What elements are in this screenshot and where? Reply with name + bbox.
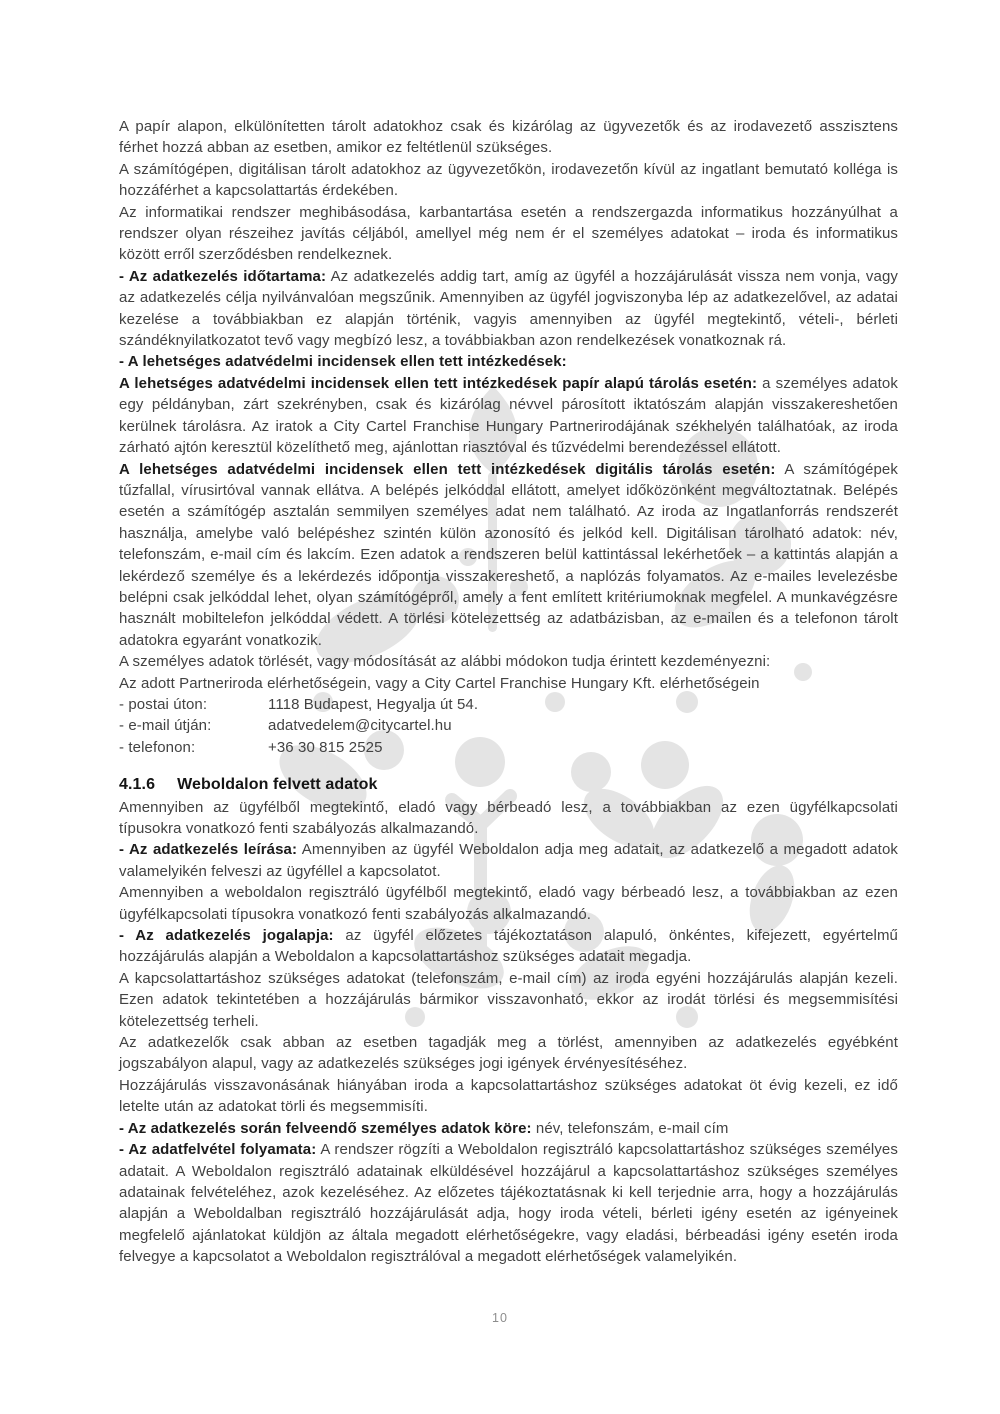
section-number: 4.1.6 [119,776,156,794]
paragraph-it-system: Az informatikai rendszer meghibásodása, karbantartása esetén a rendszergazda informatikus hozzányúlhat a rendszer olyan részeihez javítás céljából, amellyel még nem ér el személyes adatokat – iroda és informatikus között erről szerződésben rendelkeznek. [119,203,898,264]
paragraph-incidents-paper [119,373,898,459]
contact-value-email-address: adatvedelem@citycartel.hu [268,717,452,735]
paragraph-web-process [119,1139,898,1267]
paragraph-deletion-intro: A személyes adatok törlését, vagy módosítását az alábbi módokon tudja érintett kezdeményezni: [119,653,771,671]
paragraph-data-retention [119,266,898,352]
paragraph-web-deletion-refusal: Az adatkezelők csak abban az esetben tagadják meg a törlést, amennyiben az adatkezelés egyébként jogszabályon alapul, vagy az adatkezelés szükséges jogi igények érvényesítéséhez. [119,1034,898,1073]
paragraph-incidents-digital [119,459,898,652]
paragraph-digital-access: A számítógépen, digitálisan tárolt adatokhoz az ügyvezetőkön, irodavezetőn kívül az ingatlant bemutató kolléga is hozzáférhet a kapcsolattartás érdekében. [119,160,898,200]
contact-value-phone-number: +36 30 815 2525 [268,738,383,756]
paragraph-paper-access: A papír alapon, elkülönítetten tárolt adatokhoz csak és kizárólag az ügyvezetők és az irodavezető asszisztens férhet hozzá abban az esetben, amikor ez feltétlenül szükséges. [119,118,898,157]
bold-lead-web-legal-basis: - Az adatkezelés jogalapja: [119,927,334,945]
paragraph-text: A rendszer rögzíti a Weboldalon regisztráló kapcsolattartáshoz szükséges személyes adatait. A Weboldalon regisztráló adatainak elküldésével hozzájárul a kapcsolattartáshoz szükséges személyes adatainak felvételéhez, azok kezeléséhez. Az előzetes tájékoztatásnak ki kell terjednie arra, hogy a hozzájárulás alapján a Weboldalban regisztráló hozzájárulását adja, hogy iroda vételi, bérleti igény esetén az igényeinek megfelelő ajánlatokat küldjön az általa megadott elérhetőségekre, vagy eladási, bérbeadási igény esetén iroda felvegye a kapcsolatot a Weboldalon regisztrálóval a megadott elérhetőségek valamelyikén. [119,1141,898,1266]
paragraph-web-legal-basis [119,925,898,968]
contact-row-email [119,715,898,736]
bold-lead-web-description: - Az adatkezelés leírása: [119,841,298,859]
paragraph-text: Amennyiben az ügyfél Weboldalon adja meg adatait, az adatkezelő a megadott adatok valamelyikén felveszi az ügyféllel a kapcsolatot. [119,841,898,880]
paragraph-web-intro: Amennyiben az ügyfélből megtekintő, eladó vagy bérbeadó lesz, a továbbiakban az ezen ügyfélkapcsolati típusokra vonatkozó fenti szabályozás alkalmazandó. [119,798,898,837]
contact-label-postal: - postai úton: [119,695,208,713]
contact-row-postal [119,694,898,715]
paragraph-web-description [119,839,898,882]
contact-label-email: - e-mail útján: [119,717,212,735]
paragraph-text: A számítógépek tűzfallal, vírusirtóval vannak ellátva. A belépés jelkóddal ellátott, amelyet időközönként megváltoztatnak. Belépés esetén a számítógép asztalán semmilyen személyes adat nem található. Az iroda az Ingatlanforrás rendszerét használja, amelybe való belépéshez szintén külön azonosító és jelkód kell. Digitálisan tárolható adatok: név, telefonszám, e-mail cím és lakcím. Ezen adatok a rendszeren belül kattintással lekérhetőek – a kattintás alapján a lekérdező személye és a lekérdezés időpontja visszakereshető, a naplózás folyamatos. Az e-mailes levelezésbe belépni csak jelkóddal lehet, olyan számítógépről, amely a fent említett kritériumoknak megfelel. A munkavégzésre használt mobiltelefon jelkóddal védett. A törlési kötelezettség az adatbázisban, az e-mailen és a telefonon tárolt adatokra egyaránt vonatkozik. [119,460,898,649]
page-content [119,116,898,1268]
paragraph-contact-intro: Az adott Partneriroda elérhetőségein, vagy a City Cartel Franchise Hungary Kft. elérhetőségein [119,674,760,692]
paragraph-web-registration: Amennyiben a weboldalon regisztráló ügyfélből megtekintő, eladó vagy bérbeadó lesz, a továbbiakban az ezen ügyfélkapcsolati típusokra vonatkozó fenti szabályozás alkalmazandó. [119,884,898,923]
paragraph-web-contact-data: A kapcsolattartáshoz szükséges adatokat (telefonszám, e-mail cím) az iroda egyéni hozzájárulás alapján kezeli. Ezen adatok tekintetében a hozzájárulás bármikor visszavonható, ekkor az irodát törlési és megsemmisítési kötelezettség terheli. [119,969,898,1030]
paragraph-text: a személyes adatok egy példányban, zárt szekrényben, csak és kizárólag névvel párosított iktatószám alapján visszakereshetően kerülnek tárolásra. Az iratok a City Cartel Franchise Hungary Partnerirodájának székhelyén találhatóak, az iroda zárható ajtón keresztül közelíthető meg, ajánlottan riasztóval és tűzvédelmi berendezéssel ellátott. [119,374,898,457]
bold-lead-incidents-digital: A lehetséges adatvédelmi incidensek ellen tett intézkedések digitális tárolás esetén: [119,460,776,478]
section-heading-4-1-6 [119,774,898,795]
contact-row-phone [119,737,898,758]
bold-lead-retention: - Az adatkezelés időtartama: [119,267,327,285]
heading-incident-measures: - A lehetséges adatvédelmi incidensek ellen tett intézkedések: [119,353,567,371]
bold-lead-web-process: - Az adatfelvétel folyamata: [119,1141,317,1159]
paragraph-text: az ügyfél előzetes tájékoztatáson alapuló, önkéntes, kifejezett, egyértelmű hozzájárulás alapján a Weboldalon a kapcsolattartáshoz szükséges adatait megadja. [119,927,898,966]
paragraph-text: Az adatkezelés addig tart, amíg az ügyfél a hozzájárulását vissza nem vonja, vagy az adatkezelés célja nyilvánvalóan megszűnik. Amennyiben az ügyfél jogviszonyba lép az adatkezelővel, az adatai kezelése a továbbiakban ez alapján történik, vagyis amennyiben az ügyfél megtekintő, vételi-, bérleti szándéknyilatkozatot tevő vagy megbízó lesz, a továbbiakban azon rendelkezések vonatkoznak rá. [119,267,898,350]
page-number: 10 [492,1311,508,1325]
paragraph-text: név, telefonszám, e-mail cím [535,1119,729,1137]
paragraph-web-five-years: Hozzájárulás visszavonásának hiányában iroda a kapcsolattartáshoz szükséges adatokat öt évig kezeli, ez idő letelte után az adatokat törli és megsemmisíti. [119,1076,898,1116]
bold-lead-web-data-scope: - Az adatkezelés során felveendő személyes adatok köre: [119,1119,532,1137]
section-title: Weboldalon felvett adatok [177,776,378,794]
contact-label-phone: - telefonon: [119,738,196,756]
paragraph-web-data-scope [119,1118,898,1139]
contact-value-postal-address: 1118 Budapest, Hegyalja út 54. [268,695,479,713]
bold-lead-incidents-paper: A lehetséges adatvédelmi incidensek ellen tett intézkedések papír alapú tárolás esetén: [119,374,758,392]
